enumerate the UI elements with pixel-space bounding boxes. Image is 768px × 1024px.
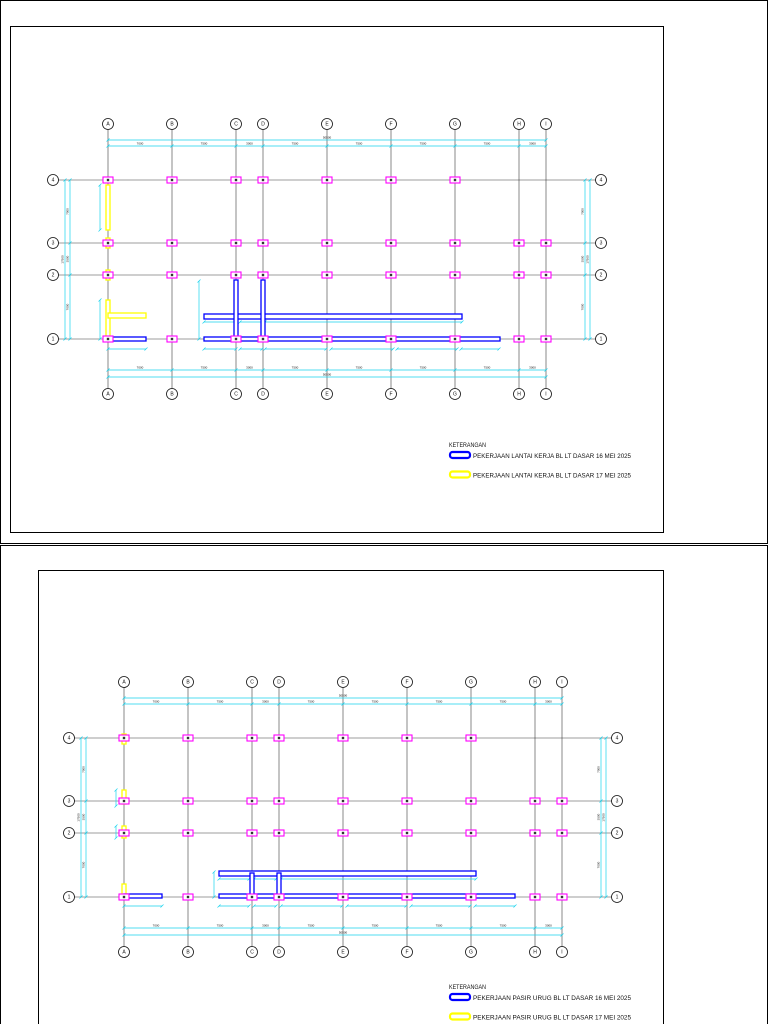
work-area-16-mei	[261, 280, 265, 339]
dimension-text-bottom: 7500	[355, 365, 363, 370]
dimension-text-right: 7000	[596, 861, 601, 869]
grid-label-B-top: B	[170, 121, 174, 128]
work-area-16-mei	[108, 337, 146, 341]
column-core	[171, 274, 173, 276]
legend	[449, 443, 632, 480]
work-area-16-mei	[277, 873, 281, 896]
column-core	[251, 737, 253, 739]
dimension-total-top: 50500	[338, 693, 348, 698]
grid-label-3-left: 3	[51, 240, 55, 247]
dimension-text-bottom: 3000	[545, 923, 552, 928]
column-core	[406, 737, 408, 739]
grid-label-1-left: 1	[51, 336, 55, 343]
column-core	[534, 896, 536, 898]
grid-label-2-left: 2	[51, 272, 55, 279]
dimension-total-left: 17500	[76, 813, 81, 822]
dimension-text-right: 3500	[580, 255, 585, 263]
grid-label-H-top: H	[533, 679, 537, 686]
legend	[449, 985, 632, 1022]
column-core	[107, 179, 109, 181]
grid-label-4-right: 4	[615, 735, 619, 742]
column-core	[251, 896, 253, 898]
column-core	[545, 242, 547, 244]
dimension-text-top: 3000	[529, 141, 536, 146]
grid-label-C-bottom: C	[234, 391, 238, 398]
dimension-text-top: 3000	[262, 699, 269, 704]
grid-label-H-top: H	[517, 121, 521, 128]
dimension-text-bottom: 7500	[200, 365, 208, 370]
dimension-text-left: 7000	[81, 766, 86, 773]
dimension-text-top: 7500	[371, 699, 379, 704]
column-core	[235, 338, 237, 340]
column-core	[171, 242, 173, 244]
grid-label-I-bottom: I	[561, 949, 563, 956]
column-core	[235, 242, 237, 244]
column-core	[326, 242, 328, 244]
grid-label-G-bottom: G	[453, 391, 457, 398]
column-core	[561, 800, 563, 802]
dimension-text-bottom: 3000	[529, 365, 536, 370]
dimension-text-left: 7000	[81, 861, 86, 869]
grid-label-F-top: F	[389, 121, 393, 128]
work-area-17-mei	[106, 300, 110, 339]
grid-label-D-bottom: D	[261, 391, 265, 398]
grid-label-E-top: E	[325, 121, 329, 128]
grid-label-B-bottom: B	[186, 949, 190, 956]
legend-title: KETERANGAN	[449, 443, 486, 449]
column-core	[235, 179, 237, 181]
column-core	[534, 800, 536, 802]
column-core	[262, 338, 264, 340]
column-core	[454, 274, 456, 276]
work-area-17-mei	[108, 313, 146, 318]
legend-label-2: PEKERJAAN LANTAI KERJA BL LT DASAR 17 MEI 2025	[473, 473, 632, 480]
dimension-text-top: 7500	[200, 141, 208, 146]
grid-label-G-bottom: G	[469, 949, 473, 956]
dimension-text-bottom: 7500	[291, 365, 299, 370]
column-core	[326, 179, 328, 181]
column-core	[187, 800, 189, 802]
column-core	[470, 832, 472, 834]
dimension-text-top: 3000	[545, 699, 552, 704]
dimension-text-bottom: 7000	[152, 923, 160, 928]
dimension-text-right: 7000	[596, 766, 601, 773]
column-core	[123, 737, 125, 739]
legend-label-1: PEKERJAAN PASIR URUG BL LT DASAR 16 MEI 2025	[473, 996, 632, 1002]
dimension-text-top: 7500	[499, 699, 507, 704]
grid-label-4-left: 4	[67, 735, 71, 742]
column-core	[251, 800, 253, 802]
work-area-16-mei	[219, 871, 476, 876]
column-core	[390, 274, 392, 276]
dimension-text-right: 7000	[580, 303, 585, 311]
grid-label-B-top: B	[186, 679, 190, 686]
dimension-text-left: 7000	[65, 208, 70, 215]
column-core	[171, 338, 173, 340]
column-core	[390, 242, 392, 244]
column-core	[171, 179, 173, 181]
dimension-text-top: 7500	[483, 141, 491, 146]
dimension-text-top: 7500	[355, 141, 363, 146]
grid-label-4-right: 4	[599, 177, 603, 184]
column-core	[326, 274, 328, 276]
dimension-total-right: 17500	[601, 813, 606, 822]
column-core	[342, 737, 344, 739]
dimension-text-bottom: 3000	[246, 365, 253, 370]
dimension-text-top: 7000	[152, 699, 160, 704]
column-core	[470, 896, 472, 898]
grid-label-E-bottom: E	[341, 949, 345, 956]
column-core	[187, 896, 189, 898]
dimension-text-top: 7500	[307, 699, 315, 704]
grid-label-2-right: 2	[615, 830, 619, 837]
dimension-text-bottom: 7500	[419, 365, 427, 370]
grid-label-A-bottom: A	[122, 949, 126, 956]
work-area-16-mei	[234, 280, 238, 339]
grid-label-A-top: A	[106, 121, 110, 128]
dimension-text-bottom: 7500	[216, 923, 224, 928]
grid-label-H-bottom: H	[533, 949, 537, 956]
grid-label-F-top: F	[405, 679, 409, 686]
grid-label-3-right: 3	[615, 798, 619, 805]
column-core	[235, 274, 237, 276]
column-core	[545, 274, 547, 276]
legend-swatch-2	[450, 472, 470, 478]
dimension-text-bottom: 7500	[307, 923, 315, 928]
grid-label-4-left: 4	[51, 177, 55, 184]
legend-swatch-1	[450, 452, 470, 458]
grid-label-1-left: 1	[67, 894, 71, 901]
column-core	[262, 179, 264, 181]
dimension-total-right: 17500	[585, 255, 590, 264]
grid-label-3-left: 3	[67, 798, 71, 805]
grid-label-2-left: 2	[67, 830, 71, 837]
grid-label-C-bottom: C	[250, 949, 254, 956]
dimension-text-right: 3500	[596, 813, 601, 821]
legend-label-1: PEKERJAAN LANTAI KERJA BL LT DASAR 16 MEI 2025	[473, 454, 632, 460]
column-core	[123, 832, 125, 834]
dimension-text-bottom: 7500	[483, 365, 491, 370]
column-core	[107, 338, 109, 340]
grid-label-D-bottom: D	[277, 949, 281, 956]
dimension-total-top: 50500	[322, 135, 332, 140]
dimension-text-left: 3500	[65, 255, 70, 263]
grid-label-G-top: G	[453, 121, 457, 128]
column-core	[561, 832, 563, 834]
floor-plan-1	[11, 27, 664, 533]
column-core	[454, 338, 456, 340]
grid-label-F-bottom: F	[405, 949, 409, 956]
work-area-17-mei	[106, 185, 110, 230]
dimension-text-bottom: 7500	[435, 923, 443, 928]
grid-label-I-top: I	[545, 121, 547, 128]
column-core	[262, 242, 264, 244]
column-core	[518, 338, 520, 340]
dimension-total-bottom: 50500	[338, 930, 348, 935]
legend-swatch-2	[450, 1014, 470, 1020]
column-core	[454, 179, 456, 181]
floor-plan-2	[39, 571, 664, 1024]
grid-label-G-top: G	[469, 679, 473, 686]
column-core	[326, 338, 328, 340]
column-core	[534, 832, 536, 834]
column-core	[518, 274, 520, 276]
dimension-total-bottom: 50500	[322, 372, 332, 377]
grid-label-1-right: 1	[599, 336, 603, 343]
column-core	[518, 242, 520, 244]
page-2-border	[1, 546, 768, 1024]
column-core	[278, 896, 280, 898]
dimension-text-left: 3500	[81, 813, 86, 821]
work-area-16-mei	[204, 314, 462, 319]
grid-label-I-bottom: I	[545, 391, 547, 398]
dimension-text-top: 7500	[419, 141, 427, 146]
column-core	[454, 242, 456, 244]
grid-label-3-right: 3	[599, 240, 603, 247]
column-core	[107, 242, 109, 244]
column-core	[561, 896, 563, 898]
column-core	[187, 737, 189, 739]
dimension-text-right: 7000	[580, 208, 585, 215]
grid-label-D-top: D	[261, 121, 265, 128]
grid-label-E-bottom: E	[325, 391, 329, 398]
grid-label-D-top: D	[277, 679, 281, 686]
dimension-text-bottom: 7500	[499, 923, 507, 928]
column-core	[107, 274, 109, 276]
dimension-text-bottom: 3000	[262, 923, 269, 928]
dimension-text-bottom: 7500	[371, 923, 379, 928]
work-area-16-mei	[250, 873, 254, 896]
column-core	[390, 338, 392, 340]
column-core	[545, 338, 547, 340]
grid-label-F-bottom: F	[389, 391, 393, 398]
legend-swatch-1	[450, 994, 470, 1000]
column-core	[123, 896, 125, 898]
column-core	[390, 179, 392, 181]
dimension-text-top: 7000	[136, 141, 144, 146]
dimension-text-left: 7000	[65, 303, 70, 311]
column-core	[278, 737, 280, 739]
column-core	[278, 800, 280, 802]
dimension-text-top: 3000	[246, 141, 253, 146]
legend-title: KETERANGAN	[449, 985, 486, 991]
grid-label-E-top: E	[341, 679, 345, 686]
column-core	[123, 800, 125, 802]
grid-label-A-top: A	[122, 679, 126, 686]
column-core	[278, 832, 280, 834]
grid-label-A-bottom: A	[106, 391, 110, 398]
column-core	[251, 832, 253, 834]
column-core	[470, 737, 472, 739]
legend-label-2: PEKERJAAN PASIR URUG BL LT DASAR 17 MEI 2025	[473, 1015, 632, 1022]
grid-label-1-right: 1	[615, 894, 619, 901]
grid-label-C-top: C	[234, 121, 238, 128]
dimension-text-top: 7500	[291, 141, 299, 146]
dimension-total-left: 17500	[60, 255, 65, 264]
drawing-frame	[39, 571, 664, 1024]
grid-label-H-bottom: H	[517, 391, 521, 398]
column-core	[406, 800, 408, 802]
grid-label-2-right: 2	[599, 272, 603, 279]
grid-label-B-bottom: B	[170, 391, 174, 398]
column-core	[187, 832, 189, 834]
dimension-text-top: 7500	[435, 699, 443, 704]
column-core	[262, 274, 264, 276]
column-core	[342, 832, 344, 834]
column-core	[342, 896, 344, 898]
grid-label-I-top: I	[561, 679, 563, 686]
column-core	[406, 832, 408, 834]
column-core	[406, 896, 408, 898]
grid-label-C-top: C	[250, 679, 254, 686]
column-core	[470, 800, 472, 802]
column-core	[342, 800, 344, 802]
work-area-16-mei	[124, 894, 162, 898]
page-1-border	[1, 1, 768, 544]
dimension-text-top: 7500	[216, 699, 224, 704]
dimension-text-bottom: 7000	[136, 365, 144, 370]
